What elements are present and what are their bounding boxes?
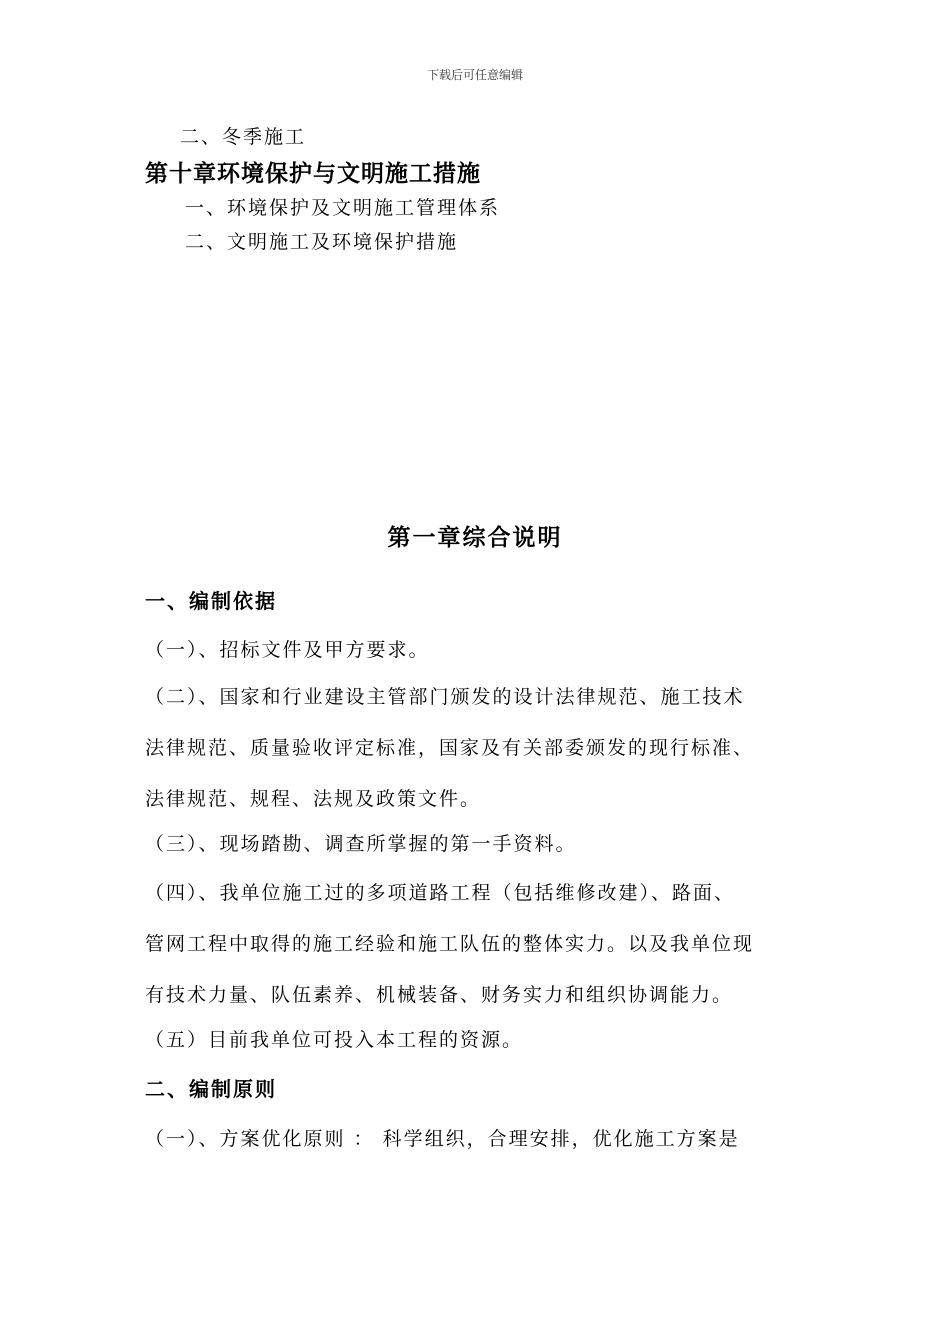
section-heading-principles: 二、编制原则 xyxy=(145,1077,277,1101)
paragraph-line: 法律规范、规程、法规及政策文件。 xyxy=(145,788,482,810)
page-header: 下载后可任意编辑 xyxy=(426,68,523,82)
paragraph-line: （三）、现场踏勘、调查所掌握的第一手资料。 xyxy=(145,833,577,855)
toc-item-management-system: 一、环境保护及文明施工管理体系 xyxy=(185,197,501,219)
chapter-title: 第一章综合说明 xyxy=(387,525,563,551)
paragraph-line: （一）、招标文件及甲方要求。 xyxy=(145,639,430,661)
paragraph-line: 有技术力量、队伍素养、机械装备、财务实力和组织协调能力。 xyxy=(145,984,734,1006)
toc-chapter-10: 第十章环境保护与文明施工措施 xyxy=(145,161,481,187)
section-heading-basis: 一、编制依据 xyxy=(145,589,277,613)
paragraph-line: （四）、我单位施工过的多项道路工程（包括维修改建）、路面、 xyxy=(145,882,736,904)
paragraph-line: （二）、国家和行业建设主管部门颁发的设计法律规范、施工技术 xyxy=(145,686,745,708)
toc-item-winter-construction: 二、冬季施工 xyxy=(180,126,307,148)
paragraph-line: （一）、方案优化原则 ： 科学组织，合理安排，优化施工方案是 xyxy=(145,1128,740,1150)
paragraph-line: （五）目前我单位可投入本工程的资源。 xyxy=(145,1029,524,1051)
paragraph-line: 法律规范、质量验收评定标准，国家及有关部委颁发的现行标准、 xyxy=(145,737,755,759)
toc-item-civilized-measures: 二、文明施工及环境保护措施 xyxy=(185,231,459,253)
paragraph-line: 管网工程中取得的施工经验和施工队伍的整体实力。以及我单位现 xyxy=(145,933,755,955)
